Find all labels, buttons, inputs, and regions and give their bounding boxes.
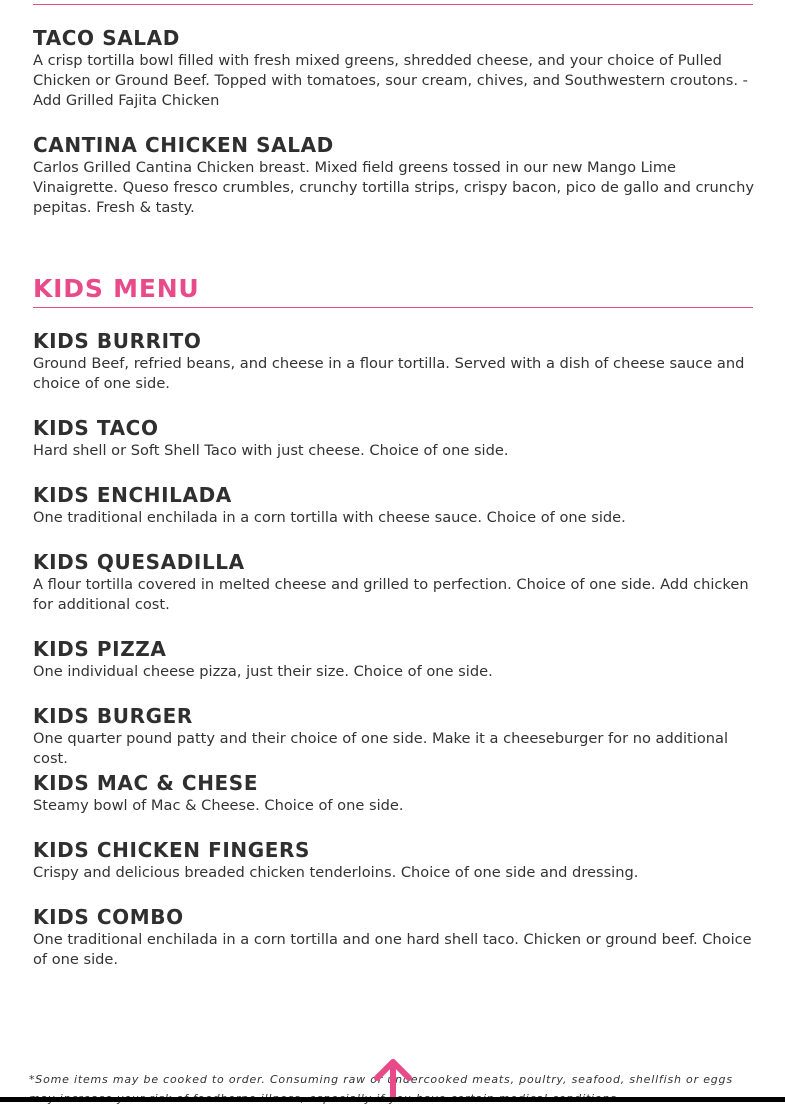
item-description: Carlos Grilled Cantina Chicken breast. Mixed field greens tossed in our new Mango Lime Vinaigrette. Queso fresco crumbles, crunchy tortilla strips, crispy bacon, pico de gallo and crunchy pepitas. Fresh & tasty. [33,159,754,216]
item-name: KIDS COMBO [33,905,184,929]
item-name: KIDS PIZZA [33,637,167,661]
item-name: KIDS CHICKEN FINGERS [33,838,311,862]
item-description: Hard shell or Soft Shell Taco with just cheese. Choice of one side. [33,442,509,459]
item-description: One traditional enchilada in a corn tortilla and one hard shell taco. Chicken or ground beef. Choice of one side. [33,931,752,968]
menu-item-cantina-chicken-salad [33,132,755,218]
top-divider [33,4,753,5]
section-title-kids-menu: KIDS MENU [33,274,200,303]
menu-item-kids-chicken-fingers [33,837,755,883]
item-description: Steamy bowl of Mac & Cheese. Choice of one side. [33,797,404,814]
menu-item-taco-salad [33,25,755,111]
menu-item-kids-pizza [33,636,755,682]
item-name: KIDS ENCHILADA [33,483,232,507]
item-name: KIDS BURGER [33,704,193,728]
item-name: KIDS QUESADILLA [33,550,245,574]
item-description: One traditional enchilada in a corn tortilla with cheese sauce. Choice of one side. [33,509,626,526]
menu-item-kids-burrito [33,328,755,394]
menu-item-kids-combo [33,904,755,970]
menu-item-kids-taco [33,415,755,461]
section-divider [33,307,753,308]
item-description: Crispy and delicious breaded chicken tenderloins. Choice of one side and dressing. [33,864,639,881]
bottom-bar [0,1097,785,1102]
menu-item-kids-burger [33,703,755,769]
item-name: KIDS BURRITO [33,329,202,353]
item-description: A flour tortilla covered in melted cheese and grilled to perfection. Choice of one side. Add chicken for additional cost. [33,576,749,613]
item-description: One quarter pound patty and their choice of one side. Make it a cheeseburger for no additional cost. [33,730,729,767]
item-description: Ground Beef, refried beans, and cheese in a flour tortilla. Served with a dish of cheese sauce and choice of one side. [33,355,745,392]
item-name: KIDS TACO [33,416,159,440]
item-name: KIDS MAC & CHESE [33,771,259,795]
item-name: TACO SALAD [33,26,180,50]
item-description: A crisp tortilla bowl filled with fresh mixed greens, shredded cheese, and your choice of Pulled Chicken or Ground Beef. Topped with tomatoes, sour cream, chives, and Southwestern croutons. - Add Grilled Fajita Chicken [33,52,748,109]
item-description: One individual cheese pizza, just their size. Choice of one side. [33,663,493,680]
allergy-footnote: *Some items may be cooked to order. Consuming raw or undercooked meats, poultry, seafood, shellfish or eggs [29,1073,733,1086]
item-name: CANTINA CHICKEN SALAD [33,133,334,157]
menu-item-kids-enchilada [33,482,755,528]
menu-item-kids-quesadilla [33,549,755,615]
up-arrow-icon[interactable] [373,1058,413,1102]
menu-item-kids-mac-cheese [33,770,755,816]
